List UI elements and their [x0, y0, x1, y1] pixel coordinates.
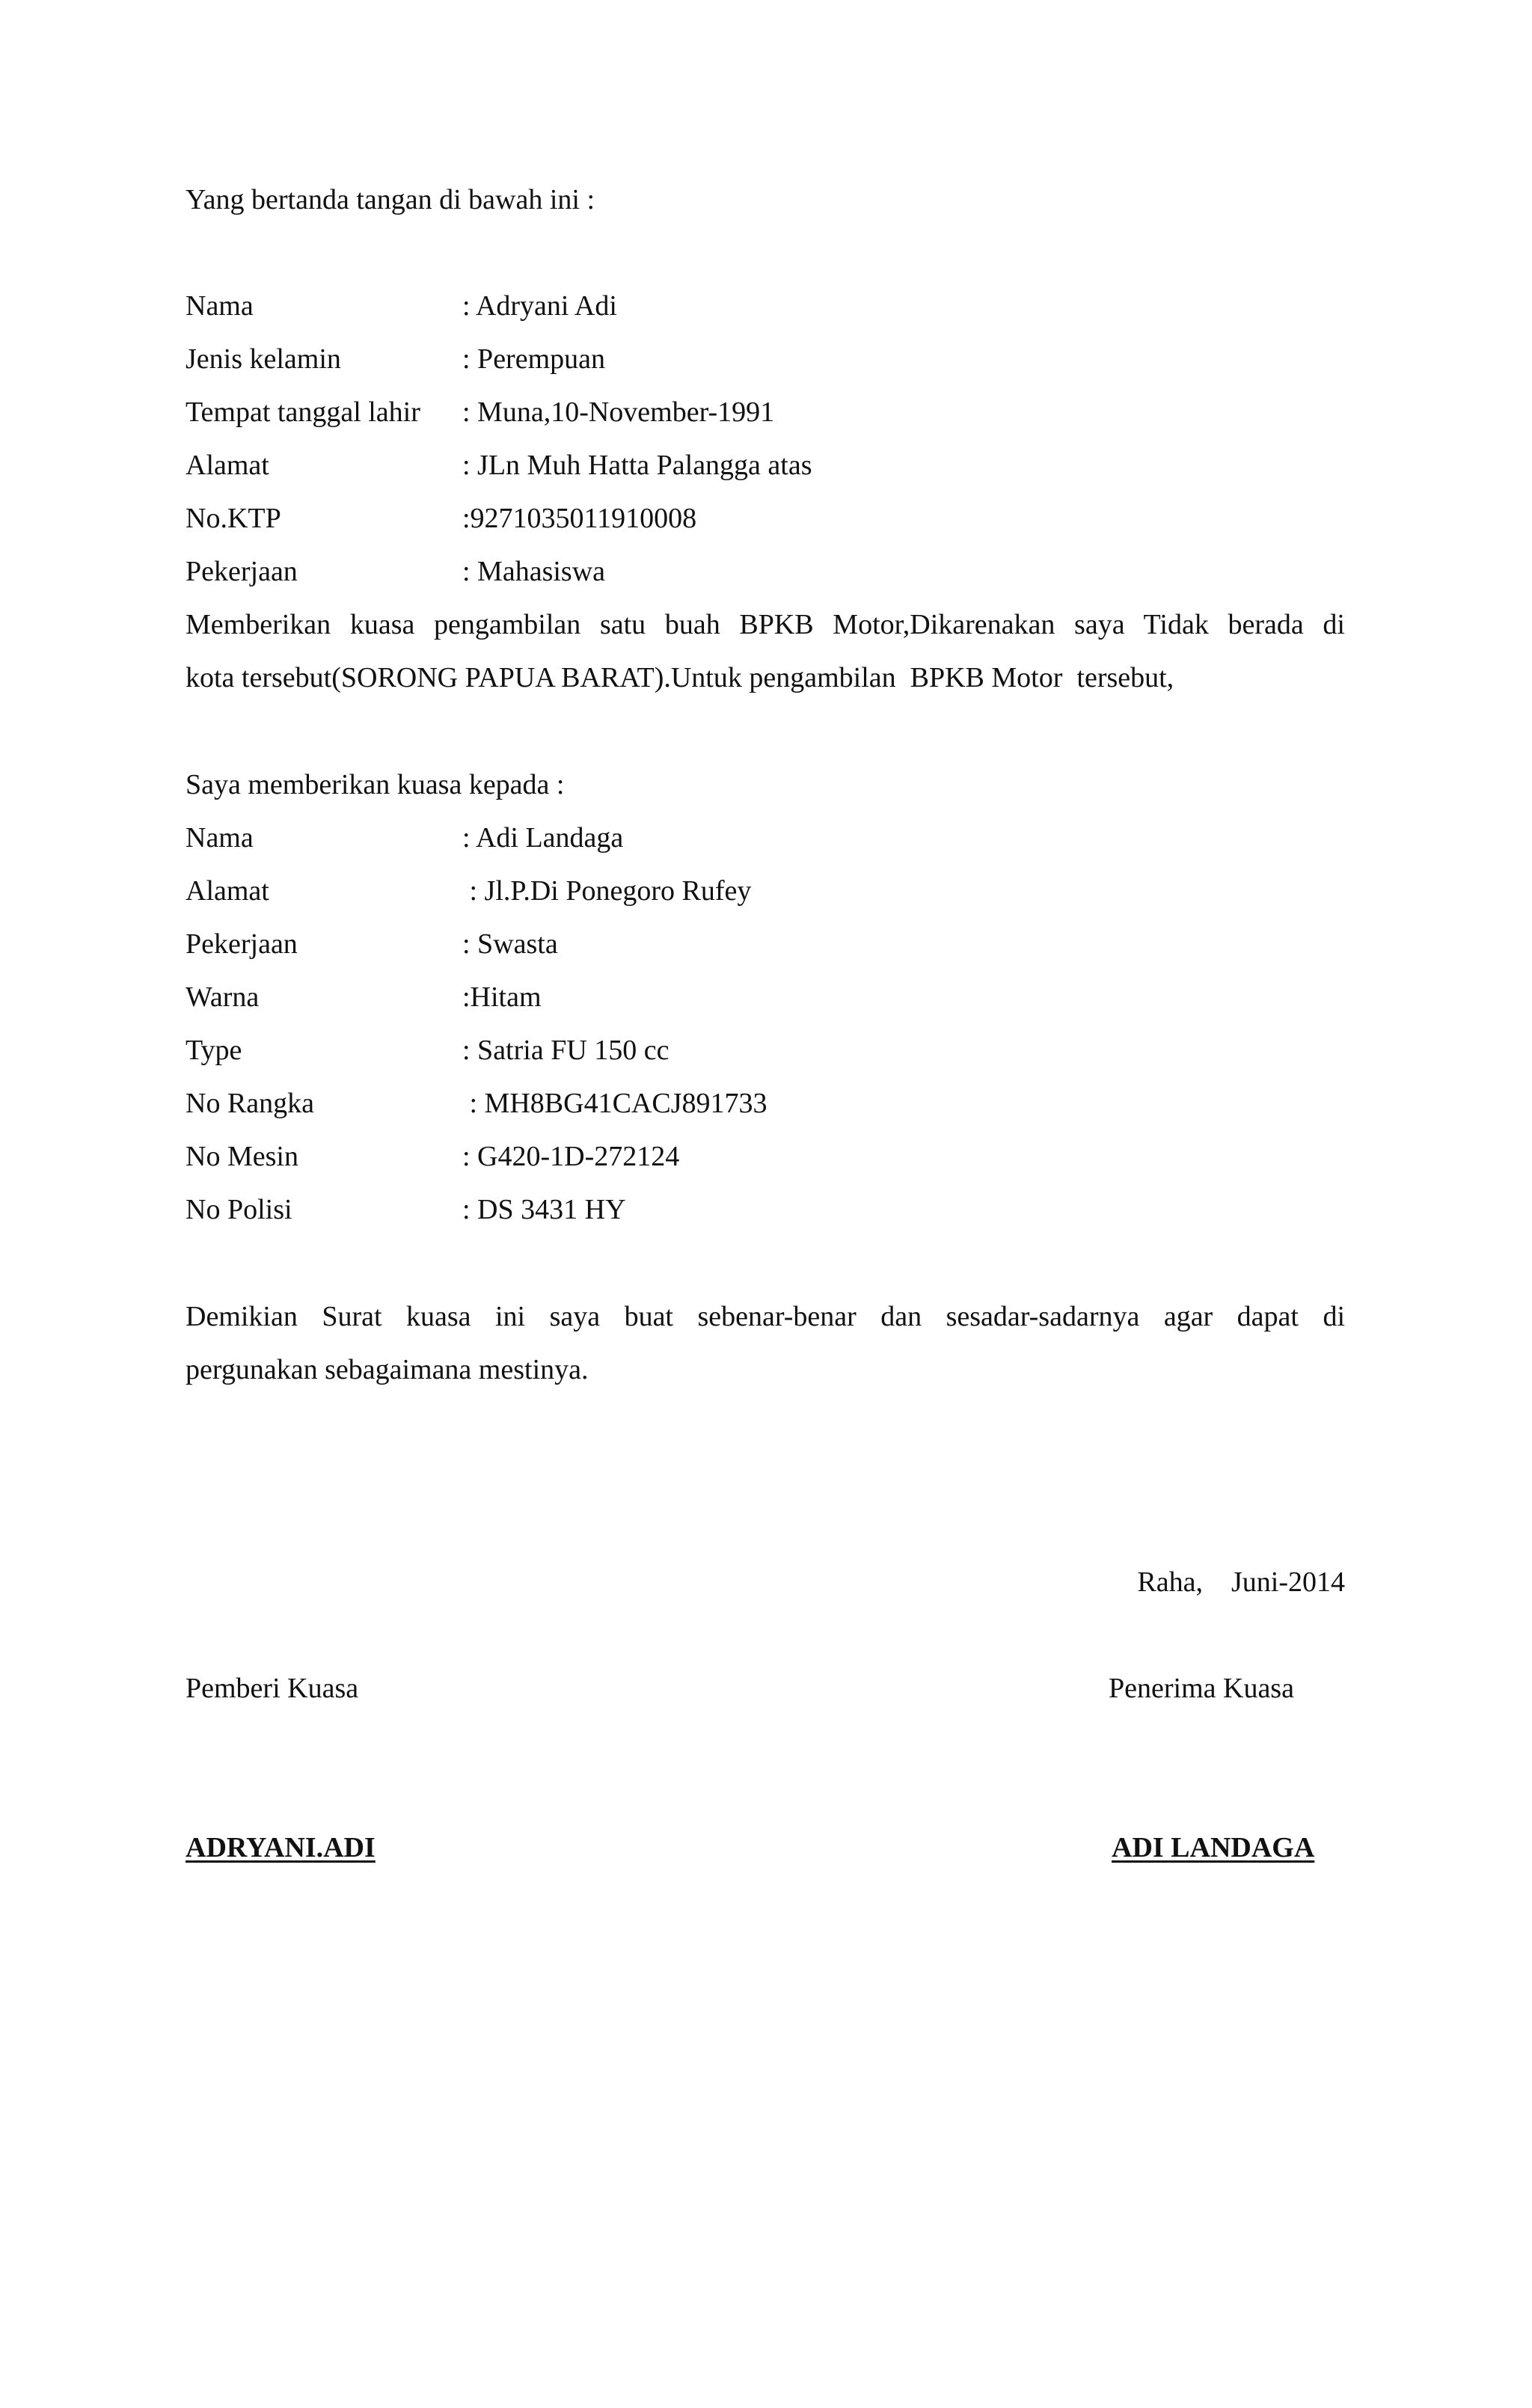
- giver-label-nama: Nama: [186, 290, 254, 322]
- giver-value-pekerjaan: : Mahasiswa: [462, 556, 606, 587]
- recipient-signature-name: ADI LANDAGA: [1112, 1832, 1315, 1863]
- giver-role: Pemberi Kuasa: [186, 1673, 359, 1704]
- closing-line-2: pergunakan sebagaimana mestinya.: [186, 1354, 589, 1385]
- recipient-label-nama: Nama: [186, 822, 254, 854]
- giver-value-ttl: : Muna,10-November-1991: [462, 396, 775, 428]
- giver-label-alamat: Alamat: [186, 450, 269, 481]
- recipient-label-alamat: Alamat: [186, 875, 269, 907]
- recipient-value-type: : Satria FU 150 cc: [462, 1035, 670, 1066]
- purpose-line-2: kota tersebut(SORONG PAPUA BARAT).Untuk pengambilan BPKB Motor tersebut,: [186, 662, 1174, 693]
- recipient-value-mesin: : G420-1D-272124: [462, 1141, 680, 1172]
- recipient-intro: Saya memberikan kuasa kepada :: [186, 769, 565, 800]
- recipient-label-type: Type: [186, 1035, 242, 1066]
- intro-text: Yang bertanda tangan di bawah ini :: [186, 184, 595, 215]
- purpose-line-1: Memberikan kuasa pengambilan satu buah BPKB Motor,Dikarenakan saya Tidak berada di: [186, 609, 1345, 640]
- recipient-label-polisi: No Polisi: [186, 1194, 292, 1225]
- recipient-label-rangka: No Rangka: [186, 1088, 315, 1119]
- recipient-value-polisi: : DS 3431 HY: [462, 1194, 626, 1225]
- place-date: Raha, Juni-2014: [1137, 1566, 1345, 1598]
- recipient-value-rangka: : MH8BG41CACJ891733: [462, 1088, 767, 1119]
- recipient-role: Penerima Kuasa: [1109, 1673, 1294, 1704]
- recipient-label-warna: Warna: [186, 981, 260, 1013]
- giver-label-ktp: No.KTP: [186, 503, 281, 534]
- giver-signature-name: ADRYANI.ADI: [186, 1832, 376, 1863]
- giver-label-jenis-kelamin: Jenis kelamin: [186, 343, 341, 375]
- giver-label-pekerjaan: Pekerjaan: [186, 556, 298, 587]
- giver-value-alamat: : JLn Muh Hatta Palangga atas: [462, 450, 812, 481]
- recipient-value-nama: : Adi Landaga: [462, 822, 624, 854]
- recipient-label-mesin: No Mesin: [186, 1141, 298, 1172]
- recipient-value-alamat: : Jl.P.Di Ponegoro Rufey: [462, 875, 752, 907]
- giver-value-jenis-kelamin: : Perempuan: [462, 343, 606, 375]
- giver-value-nama: : Adryani Adi: [462, 290, 617, 322]
- giver-label-ttl: Tempat tanggal lahir: [186, 396, 420, 428]
- recipient-value-pekerjaan: : Swasta: [462, 928, 558, 960]
- giver-value-ktp: :9271035011910008: [462, 503, 697, 534]
- recipient-label-pekerjaan: Pekerjaan: [186, 928, 298, 960]
- recipient-value-warna: :Hitam: [462, 981, 542, 1013]
- closing-line-1: Demikian Surat kuasa ini saya buat sebenar-benar dan sesadar-sadarnya agar dapat di: [186, 1301, 1345, 1332]
